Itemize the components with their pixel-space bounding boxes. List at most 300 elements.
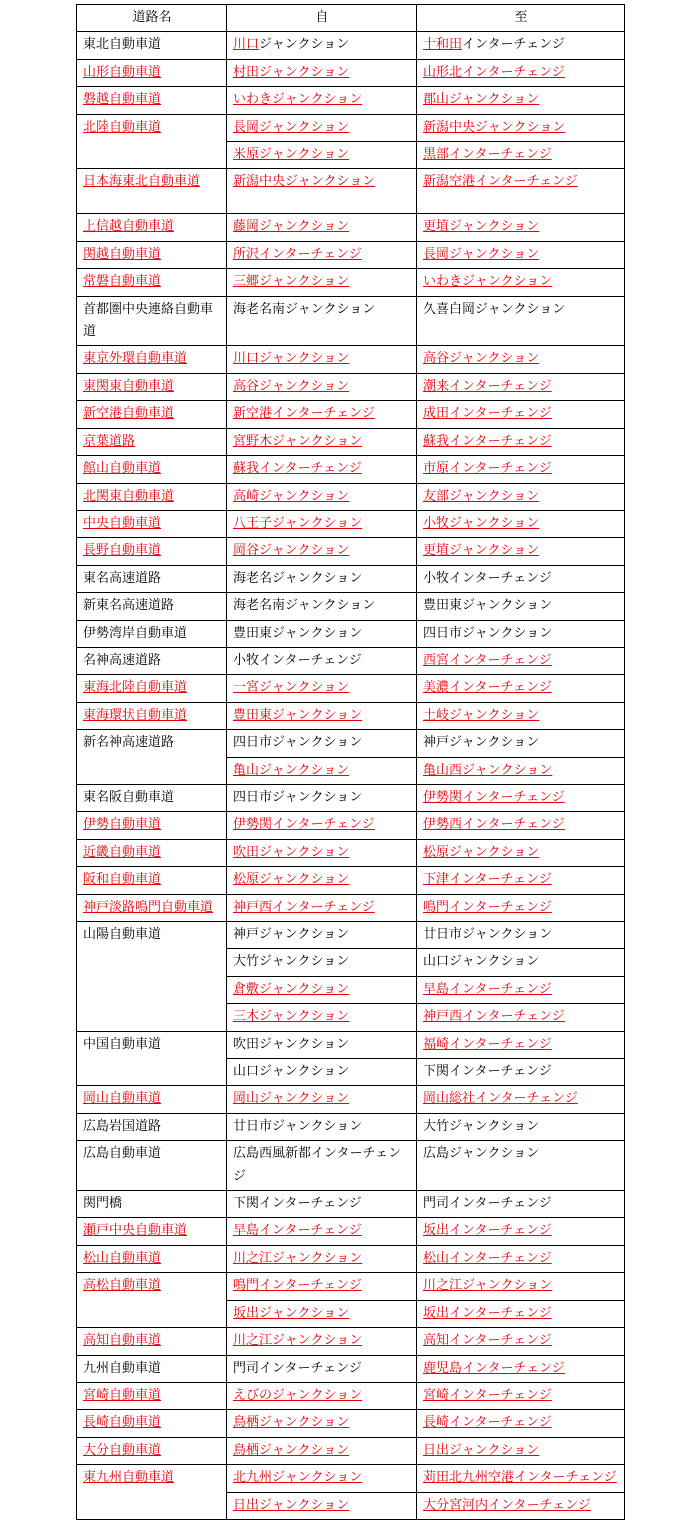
road-table — [76, 4, 625, 1520]
to-cell — [417, 538, 625, 565]
road-name-cell — [77, 1031, 227, 1086]
road-name-cell — [77, 87, 227, 114]
from-place-link[interactable]: 一宮ジャンクション — [233, 680, 350, 696]
to-place-link[interactable]: 坂出インターチェンジ — [423, 1305, 552, 1321]
to-cell — [417, 456, 625, 483]
road-name-cell — [77, 346, 227, 373]
from-place-link[interactable]: 伊勢関インターチェンジ — [233, 817, 375, 833]
road-name-text: 関門橋 — [83, 1196, 123, 1212]
from-place-link[interactable]: 川口 — [233, 37, 260, 53]
to-place-link[interactable]: 神戸西インターチェンジ — [423, 1009, 565, 1025]
table-row — [77, 812, 625, 839]
to-place-link[interactable]: 松山インターチェンジ — [423, 1250, 552, 1266]
table-row — [77, 114, 625, 141]
table-row — [77, 296, 625, 346]
table-row — [77, 428, 625, 455]
road-name-link[interactable]: 中央自動車道 — [83, 515, 162, 531]
road-name-cell — [77, 1086, 227, 1113]
from-cell — [227, 1004, 417, 1031]
road-name-cell — [77, 867, 227, 894]
table-row — [77, 401, 625, 428]
from-cell — [227, 702, 417, 729]
to-cell — [417, 169, 625, 214]
road-name-cell — [77, 483, 227, 510]
from-cell — [227, 839, 417, 866]
road-name-link[interactable]: 上信越自動車道 — [83, 219, 175, 235]
from-cell — [227, 269, 417, 296]
table-row — [77, 620, 625, 647]
from-cell — [227, 296, 417, 346]
from-cell — [227, 483, 417, 510]
to-place-link[interactable]: 美濃インターチェンジ — [423, 680, 552, 696]
from-cell — [227, 1410, 417, 1437]
from-cell — [227, 1059, 417, 1086]
table-row — [77, 1328, 625, 1355]
from-cell — [227, 867, 417, 894]
to-place-link[interactable]: 岡山総社インターチェンジ — [423, 1091, 578, 1107]
from-place-link[interactable]: 新潟中央ジャンクション — [233, 174, 376, 190]
from-cell — [227, 1031, 417, 1058]
from-place-link[interactable]: 倉敷ジャンクション — [233, 981, 350, 997]
table-row — [77, 59, 625, 86]
road-name-link[interactable]: 高知自動車道 — [83, 1333, 162, 1349]
from-place-link[interactable]: 三木ジャンクション — [233, 1009, 350, 1025]
to-cell — [417, 784, 625, 811]
to-cell — [417, 1113, 625, 1140]
to-cell — [417, 1410, 625, 1437]
from-place-text: 海老名南ジャンクション — [233, 598, 376, 614]
road-name-cell — [77, 1410, 227, 1437]
table-row — [77, 373, 625, 400]
road-name-cell — [77, 620, 227, 647]
to-place-text: 下関インターチェンジ — [423, 1064, 552, 1080]
road-name-link[interactable]: 北陸自動車道 — [83, 119, 162, 135]
road-name-cell — [77, 565, 227, 592]
to-cell — [417, 675, 625, 702]
from-place-link[interactable]: 亀山ジャンクション — [233, 762, 350, 778]
from-cell — [227, 1113, 417, 1140]
from-place-link[interactable]: 岡山ジャンクション — [233, 1091, 350, 1107]
from-place-link[interactable]: 岡谷ジャンクション — [233, 543, 350, 559]
road-name-link[interactable]: 阪和自動車道 — [83, 872, 162, 888]
to-place-text: 廿日市ジャンクション — [423, 927, 553, 942]
from-place-link[interactable]: 米原ジャンクション — [233, 147, 350, 163]
table-row — [77, 1355, 625, 1382]
to-cell — [417, 949, 625, 976]
from-place-link[interactable]: 北九州ジャンクション — [233, 1470, 363, 1486]
road-name-link[interactable]: 長崎自動車道 — [83, 1415, 162, 1431]
from-cell — [227, 1086, 417, 1113]
to-cell — [417, 59, 625, 86]
to-place-link[interactable]: 土岐ジャンクション — [423, 707, 540, 723]
road-name-link[interactable]: 瀬戸中央自動車道 — [83, 1223, 188, 1239]
table-row — [77, 922, 625, 949]
header-road: 道路名 — [77, 5, 227, 32]
from-cell — [227, 757, 417, 784]
from-cell — [227, 456, 417, 483]
road-name-cell — [77, 1218, 227, 1245]
table-row — [77, 675, 625, 702]
to-cell — [417, 1300, 625, 1327]
to-place-text: 門司インターチェンジ — [423, 1196, 552, 1212]
to-place-link[interactable]: 蘇我インターチェンジ — [423, 433, 552, 449]
to-cell — [417, 593, 625, 620]
road-name-text: 新名神高速道路 — [83, 735, 175, 751]
road-name-cell — [77, 456, 227, 483]
to-place-link[interactable]: 十和田 — [423, 37, 463, 53]
to-cell — [417, 1465, 625, 1492]
to-cell — [417, 812, 625, 839]
header-row — [77, 5, 625, 32]
road-name-link[interactable]: 東九州自動車道 — [83, 1470, 175, 1486]
to-cell — [417, 483, 625, 510]
from-place-link[interactable]: 藤岡ジャンクション — [233, 219, 350, 235]
from-cell — [227, 346, 417, 373]
to-place-link[interactable]: 長岡ジャンクション — [423, 246, 540, 262]
from-place-link[interactable]: 鳥栖ジャンクション — [233, 1442, 350, 1458]
to-place-link[interactable]: 苅田北九州空港インターチェンジ — [423, 1470, 617, 1486]
from-place-link[interactable]: えびのジャンクション — [233, 1387, 363, 1403]
road-name-cell — [77, 269, 227, 296]
from-place-link[interactable]: 坂出ジャンクション — [233, 1305, 350, 1321]
to-place-link[interactable]: 伊勢関インターチェンジ — [423, 789, 565, 805]
to-cell — [417, 373, 625, 400]
road-name-link[interactable]: 東関東自動車道 — [83, 378, 175, 394]
road-name-cell — [77, 373, 227, 400]
road-name-cell — [77, 593, 227, 620]
from-place-link[interactable]: 高谷ジャンクション — [233, 378, 350, 394]
to-cell — [417, 565, 625, 592]
table-row — [77, 1465, 625, 1492]
from-cell — [227, 1382, 417, 1409]
to-cell — [417, 647, 625, 674]
from-cell — [227, 1465, 417, 1492]
from-cell — [227, 812, 417, 839]
table-row — [77, 32, 625, 59]
road-name-cell — [77, 784, 227, 811]
to-place-link[interactable]: 更埴ジャンクション — [423, 543, 540, 559]
from-cell — [227, 214, 417, 241]
to-place-link[interactable]: 小牧ジャンクション — [423, 515, 540, 531]
road-name-link[interactable]: 新空港自動車道 — [83, 406, 175, 422]
to-place-link[interactable]: 友部ジャンクション — [423, 488, 540, 504]
from-place-link[interactable]: 神戸西インターチェンジ — [233, 899, 375, 915]
from-place-link[interactable]: 宮野木ジャンクション — [233, 433, 363, 449]
table-row — [77, 169, 625, 214]
table-row — [77, 647, 625, 674]
to-place-link[interactable]: 川之江ジャンクション — [423, 1278, 553, 1294]
road-name-cell — [77, 922, 227, 1032]
from-place-link[interactable]: 川之江ジャンクション — [233, 1250, 363, 1266]
to-cell — [417, 867, 625, 894]
road-name-link[interactable]: 大分自動車道 — [83, 1442, 162, 1458]
table-row — [77, 702, 625, 729]
road-name-link[interactable]: 岡山自動車道 — [83, 1091, 162, 1107]
to-cell — [417, 142, 625, 169]
road-name-cell — [77, 214, 227, 241]
from-place-link[interactable]: 日出ジャンクション — [233, 1497, 350, 1513]
from-place-text: 四日市ジャンクション — [233, 735, 363, 751]
from-cell — [227, 59, 417, 86]
to-cell — [417, 1382, 625, 1409]
road-name-link[interactable]: 山形自動車道 — [83, 64, 162, 80]
road-name-link[interactable]: 宮崎自動車道 — [83, 1387, 162, 1403]
from-place-link[interactable]: 吹田ジャンクション — [233, 844, 350, 860]
from-place-link[interactable]: 川之江ジャンクション — [233, 1333, 363, 1349]
table-row — [77, 214, 625, 241]
road-name-cell — [77, 1465, 227, 1520]
from-place-text: 小牧インターチェンジ — [233, 652, 362, 668]
to-cell — [417, 87, 625, 114]
road-name-link[interactable]: 長野自動車道 — [83, 543, 162, 559]
from-cell — [227, 675, 417, 702]
road-name-cell — [77, 1141, 227, 1191]
from-place-link[interactable]: 新空港インターチェンジ — [233, 406, 375, 422]
road-name-link[interactable]: 高松自動車道 — [83, 1278, 162, 1294]
road-name-text: 中国自動車道 — [83, 1036, 162, 1052]
from-place-text: 神戸ジャンクション — [233, 927, 350, 942]
to-cell — [417, 1086, 625, 1113]
road-name-cell — [77, 1355, 227, 1382]
to-place-link[interactable]: 松原ジャンクション — [423, 844, 540, 860]
road-name-link[interactable]: 伊勢自動車道 — [83, 817, 162, 833]
road-name-link[interactable]: 常磐自動車道 — [83, 274, 162, 290]
to-cell — [417, 1437, 625, 1464]
table-row — [77, 483, 625, 510]
from-place-text: 大竹ジャンクション — [233, 954, 350, 970]
to-place-link[interactable]: 新潟中央ジャンクション — [423, 119, 566, 135]
to-place-link[interactable]: 山形北インターチェンジ — [423, 64, 565, 80]
from-cell — [227, 593, 417, 620]
from-cell — [227, 1300, 417, 1327]
to-place-text: 山口ジャンクション — [423, 954, 540, 970]
road-name-text: 首都圏中央連絡自動車道 — [83, 301, 214, 340]
road-name-cell — [77, 702, 227, 729]
from-cell — [227, 142, 417, 169]
road-name-text: 広島自動車道 — [83, 1146, 162, 1162]
from-place-link[interactable]: 松原ジャンクション — [233, 872, 350, 888]
road-name-link[interactable]: 東京外環自動車道 — [83, 351, 188, 367]
to-place-text: 広島ジャンクション — [423, 1146, 540, 1162]
from-place-link[interactable]: 村田ジャンクション — [233, 64, 350, 80]
to-place-link[interactable]: 高谷ジャンクション — [423, 351, 540, 367]
from-place-link[interactable]: 蘇我インターチェンジ — [233, 461, 362, 477]
from-place-text: ジャンクション — [259, 37, 350, 53]
from-cell — [227, 401, 417, 428]
to-place-link[interactable]: 早島インターチェンジ — [423, 981, 552, 997]
to-cell — [417, 620, 625, 647]
header-to: 至 — [417, 5, 625, 32]
road-name-cell — [77, 730, 227, 785]
from-place-link[interactable]: 鳥栖ジャンクション — [233, 1415, 350, 1431]
table-row — [77, 839, 625, 866]
to-place-link[interactable]: 伊勢西インターチェンジ — [423, 817, 565, 833]
road-name-cell — [77, 894, 227, 921]
to-cell — [417, 214, 625, 241]
table-row — [77, 510, 625, 537]
from-place-link[interactable]: 豊田東ジャンクション — [233, 707, 363, 723]
road-name-text: 広島岩国道路 — [83, 1118, 162, 1134]
from-cell — [227, 894, 417, 921]
table-row — [77, 1245, 625, 1272]
to-place-link[interactable]: 高知インターチェンジ — [423, 1333, 552, 1349]
from-place-link[interactable]: 鳴門インターチェンジ — [233, 1278, 362, 1294]
to-cell — [417, 269, 625, 296]
from-place-link[interactable]: 早島インターチェンジ — [233, 1223, 362, 1239]
from-place-text: 海老名南ジャンクション — [233, 301, 376, 317]
to-place-link[interactable]: 市原インターチェンジ — [423, 461, 552, 477]
table-row — [77, 346, 625, 373]
road-name-text: 東名高速道路 — [83, 570, 162, 586]
road-name-cell — [77, 1245, 227, 1272]
to-cell — [417, 401, 625, 428]
to-place-link[interactable]: 坂出インターチェンジ — [423, 1223, 552, 1239]
from-place-link[interactable]: 所沢インターチェンジ — [233, 246, 362, 262]
to-place-link[interactable]: 新潟空港インターチェンジ — [423, 174, 578, 190]
from-place-link[interactable]: 三郷ジャンクション — [233, 274, 350, 290]
road-name-text: 名神高速道路 — [83, 652, 162, 668]
road-name-text: 新東名高速道路 — [83, 598, 175, 614]
to-cell — [417, 730, 625, 757]
road-name-link[interactable]: 京葉道路 — [83, 433, 136, 449]
from-cell — [227, 169, 417, 214]
to-place-link[interactable]: 西宮インターチェンジ — [423, 652, 552, 668]
to-cell — [417, 296, 625, 346]
from-place-link[interactable]: 川口ジャンクション — [233, 351, 350, 367]
from-place-link[interactable]: いわきジャンクション — [233, 92, 363, 108]
from-cell — [227, 922, 417, 949]
from-cell — [227, 784, 417, 811]
table-row — [77, 1113, 625, 1140]
road-name-cell — [77, 1191, 227, 1218]
from-cell — [227, 1141, 417, 1191]
header-from: 自 — [227, 5, 417, 32]
to-cell — [417, 757, 625, 784]
to-place-link[interactable]: 黒部インターチェンジ — [423, 147, 552, 163]
table-row — [77, 593, 625, 620]
to-cell — [417, 114, 625, 141]
road-name-link[interactable]: 日本海東北自動車道 — [83, 174, 201, 190]
to-place-link[interactable]: 日出ジャンクション — [423, 1442, 540, 1458]
road-name-cell — [77, 510, 227, 537]
table-row — [77, 784, 625, 811]
to-place-text: 神戸ジャンクション — [423, 735, 540, 751]
from-cell — [227, 620, 417, 647]
road-name-link[interactable]: 磐越自動車道 — [83, 92, 162, 108]
to-cell — [417, 894, 625, 921]
road-name-link[interactable]: 東海北陸自動車道 — [83, 680, 188, 696]
to-cell — [417, 922, 625, 949]
road-name-cell — [77, 296, 227, 346]
road-name-cell — [77, 401, 227, 428]
road-name-text: 山陽自動車道 — [83, 927, 162, 942]
to-place-link[interactable]: 郡山ジャンクション — [423, 92, 540, 108]
from-cell — [227, 114, 417, 141]
table-row — [77, 241, 625, 268]
road-name-cell — [77, 1273, 227, 1328]
from-place-text: 吹田ジャンクション — [233, 1036, 350, 1052]
to-cell — [417, 1031, 625, 1058]
from-place-link[interactable]: 八王子ジャンクション — [233, 515, 363, 531]
road-name-link[interactable]: 東海環状自動車道 — [83, 707, 188, 723]
from-place-link[interactable]: 長岡ジャンクション — [233, 119, 350, 135]
from-cell — [227, 949, 417, 976]
road-name-link[interactable]: 北関東自動車道 — [83, 488, 175, 504]
from-cell — [227, 32, 417, 59]
road-name-cell — [77, 812, 227, 839]
road-name-cell — [77, 675, 227, 702]
to-place-link[interactable]: 宮崎インターチェンジ — [423, 1387, 552, 1403]
to-place-link[interactable]: 鳴門インターチェンジ — [423, 899, 552, 915]
table-row — [77, 269, 625, 296]
from-place-link[interactable]: 高崎ジャンクション — [233, 488, 350, 504]
to-place-link[interactable]: 鹿児島インターチェンジ — [423, 1360, 565, 1376]
to-place-link[interactable]: 福崎インターチェンジ — [423, 1036, 552, 1052]
road-name-link[interactable]: 松山自動車道 — [83, 1250, 162, 1266]
road-name-cell — [77, 1113, 227, 1140]
table-row — [77, 1191, 625, 1218]
to-cell — [417, 1492, 625, 1519]
to-place-text: インターチェンジ — [462, 37, 565, 53]
from-cell — [227, 1273, 417, 1300]
road-name-cell — [77, 169, 227, 214]
table-row — [77, 1218, 625, 1245]
to-cell — [417, 428, 625, 455]
road-name-cell — [77, 1437, 227, 1464]
to-cell — [417, 1141, 625, 1191]
road-name-cell — [77, 1328, 227, 1355]
from-cell — [227, 976, 417, 1003]
to-place-link[interactable]: 更埴ジャンクション — [423, 219, 540, 235]
from-cell — [227, 1218, 417, 1245]
road-name-cell — [77, 114, 227, 169]
from-place-text: 下関インターチェンジ — [233, 1196, 362, 1212]
to-place-link[interactable]: 亀山西ジャンクション — [423, 762, 553, 778]
to-place-link[interactable]: 下津インターチェンジ — [423, 872, 552, 888]
road-name-cell — [77, 839, 227, 866]
to-cell — [417, 1191, 625, 1218]
to-place-link[interactable]: 大分宮河内インターチェンジ — [423, 1497, 591, 1513]
to-place-link[interactable]: 成田インターチェンジ — [423, 406, 552, 422]
from-cell — [227, 1492, 417, 1519]
table-row — [77, 565, 625, 592]
to-cell — [417, 510, 625, 537]
to-place-link[interactable]: いわきジャンクション — [423, 274, 553, 290]
table-row — [77, 894, 625, 921]
road-name-link[interactable]: 近畿自動車道 — [83, 844, 162, 860]
to-place-link[interactable]: 長崎インターチェンジ — [423, 1415, 552, 1431]
road-name-cell — [77, 647, 227, 674]
to-cell — [417, 1355, 625, 1382]
table-row — [77, 730, 625, 757]
to-place-link[interactable]: 潮来インターチェンジ — [423, 378, 552, 394]
from-cell — [227, 87, 417, 114]
to-place-text: 久喜白岡ジャンクション — [423, 301, 566, 317]
from-cell — [227, 1245, 417, 1272]
to-cell — [417, 702, 625, 729]
to-cell — [417, 241, 625, 268]
road-name-link[interactable]: 館山自動車道 — [83, 461, 162, 477]
road-name-cell — [77, 241, 227, 268]
to-cell — [417, 976, 625, 1003]
table-row — [77, 1273, 625, 1300]
table-row — [77, 456, 625, 483]
road-name-text: 東名阪自動車道 — [83, 789, 175, 805]
road-name-cell — [77, 538, 227, 565]
road-name-link[interactable]: 神戸淡路鳴門自動車道 — [83, 899, 214, 915]
from-cell — [227, 647, 417, 674]
road-name-link[interactable]: 関越自動車道 — [83, 246, 162, 262]
